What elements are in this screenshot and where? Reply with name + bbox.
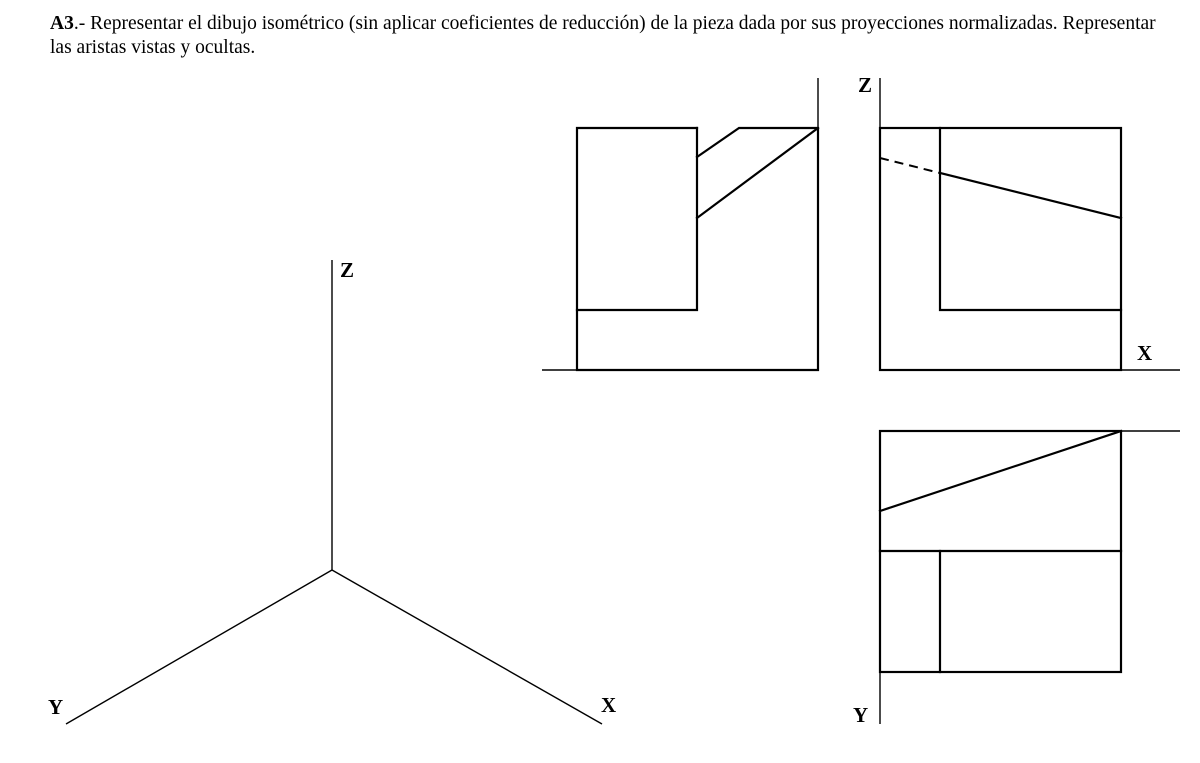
front-view-step [940, 128, 1121, 310]
front-view-hidden-edge [880, 158, 940, 173]
iso-axis-x-label: X [601, 693, 617, 717]
iso-axis-x [332, 570, 602, 724]
iso-axis-y [66, 570, 332, 724]
left-view-step [577, 128, 697, 310]
plan-view [880, 431, 1121, 672]
front-view-incline [940, 173, 1121, 218]
projection-y-label: Y [853, 703, 869, 727]
front-view [880, 128, 1121, 370]
iso-axis-z-label: Z [340, 258, 355, 282]
iso-axis-y-label: Y [48, 695, 64, 719]
projection-z-label: Z [858, 73, 873, 97]
exercise-text: .- Representar el dibujo isométrico (sin aplicar coeficientes de reducción) de la pieza dada por sus proyecciones normalizadas. Representar las aristas vistas y ocultas. [50, 13, 1156, 58]
exercise-number: A3 [50, 13, 74, 34]
plan-view-incline [880, 431, 1121, 511]
projection-x-label: X [1137, 341, 1153, 365]
left-view-incline [697, 128, 818, 218]
left-view [577, 128, 818, 370]
isometric-axes [48, 258, 616, 724]
front-view-outline [880, 128, 1121, 370]
reference-lines [542, 73, 1180, 727]
